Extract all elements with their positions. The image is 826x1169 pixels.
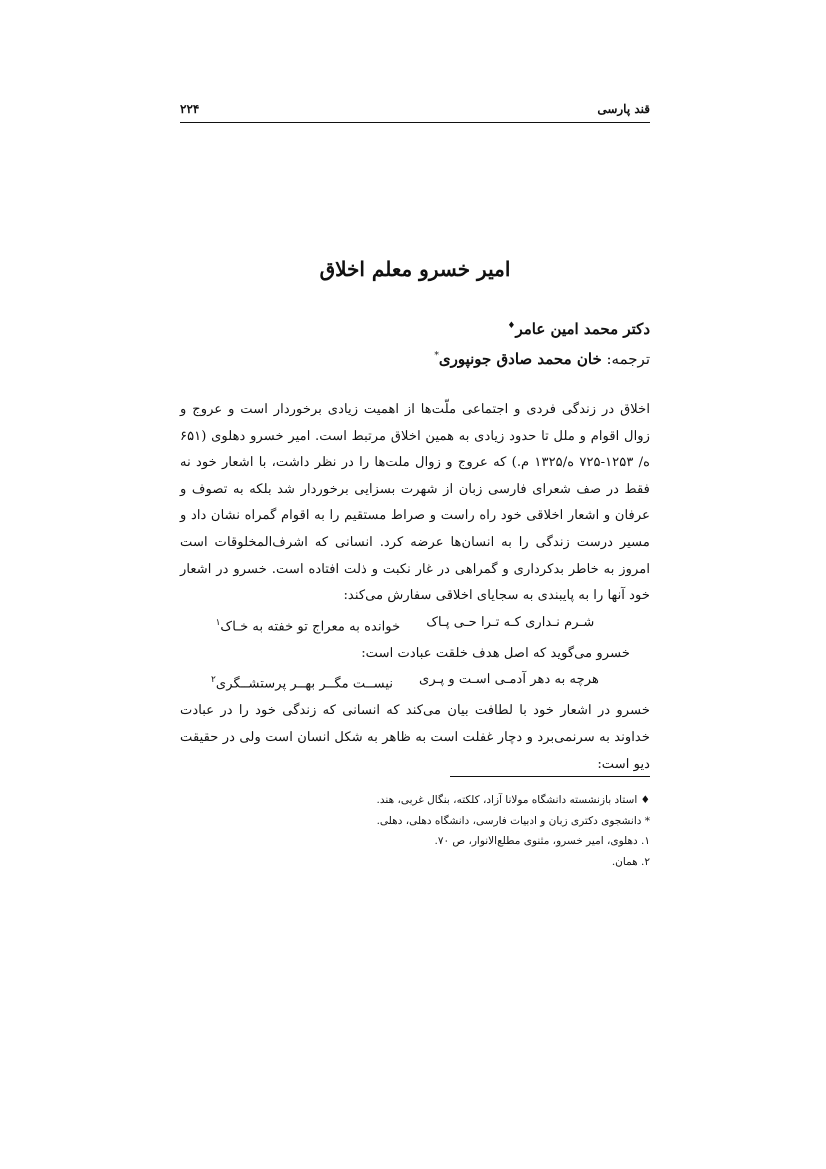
- body-paragraph: خسرو در اشعار خود با لطافت بیان می‌کند که انسانی که زندگی خود را در عبادت خداوند به سرنمی‌برد و دچار غفلت است به ظاهر به شکل انسان است ولی در حقیقت دیو است:: [180, 703, 650, 772]
- author-line: [507, 320, 650, 338]
- translator-label: ترجمه:: [606, 350, 650, 368]
- footnote: ۲. همان.: [611, 855, 650, 868]
- verse-couplet: [180, 610, 650, 641]
- footnote: ۱. دهلوی، امیر خسرو، مثنوی مطلع‌الانوار، ص ۷۰.: [434, 835, 650, 847]
- translator-footnote-mark: *: [434, 351, 439, 361]
- body-line: خسرو می‌گوید که اصل هدف خلقت عبادت است:: [361, 645, 630, 661]
- footnotes: [180, 790, 650, 872]
- author-name: دکتر محمد امین عامر: [515, 320, 650, 338]
- running-header: [180, 100, 650, 123]
- footnote: * دانشجوی دکتری زبان و ادبیات فارسی، دانشگاه دهلی، دهلی.: [376, 814, 650, 827]
- verse-hemistich: هرچه به دهر آدمـی اسـت و پـری: [419, 672, 599, 688]
- author-footnote-mark: ♦: [507, 321, 516, 331]
- footnote-ref: ۱: [215, 617, 221, 628]
- verse-couplet: [180, 667, 650, 698]
- body-paragraph: اخلاق در زندگی فردی و اجتماعی ملّت‌ها از اهمیت زیادی برخوردار است و عروج و زوال اقوام و ملل تا حدود زیادی به همین اخلاق مرتبط است. امیر خسرو دهلوی (۶۵۱ ه/ ۱۲۵۳-۷۲۵ ه/۱۳۲۵ م.) که عروج و زوال ملت‌ها را در نظر داشت، با اشعار خود نه فقط در صف شعرای فارسی زبان از شهرت بسزایی برخوردار شد بلکه به تصوف و عرفان و اشعار اخلاقی خود راه راست و صراط مستقیم را به اقوام گمراه نشان داد و مسیر درست زندگی را به انسان‌ها عرضه کرد. انسانی که اشرف‌المخلوقات است امروز به خاطر بدکرداری و گمراهی در غار نکبت و ذلت افتاده است. خسرو در اشعار خود آنها را به پایبندی به سجایای اخلاقی سفارش می‌کند:: [180, 402, 651, 604]
- page-number: ۲۲۴: [180, 102, 200, 116]
- translator-name: خان محمد صادق جونپوری: [438, 350, 602, 368]
- footnote: ♦ استاد بازنشسته دانشگاه مولانا آزاد، کلکته، بنگال غربی، هند.: [376, 794, 650, 806]
- article-title: امیر خسرو معلم اخلاق: [319, 257, 511, 281]
- article-body: [180, 397, 650, 778]
- footnote-divider: [450, 776, 650, 777]
- verse-hemistich: خوانده به معراج تو خفته به خـاک$^۱$: [215, 617, 401, 635]
- verse-hemistich: نیســت مگــر بهــر پرستشــگری$^۲$: [211, 675, 394, 692]
- journal-name: قند پارسی: [597, 102, 650, 116]
- translator-line: [434, 350, 650, 368]
- footnote-ref: ۲: [211, 675, 216, 686]
- verse-hemistich: شـرم نـداری کـه تـرا حـی پـاک: [426, 614, 595, 630]
